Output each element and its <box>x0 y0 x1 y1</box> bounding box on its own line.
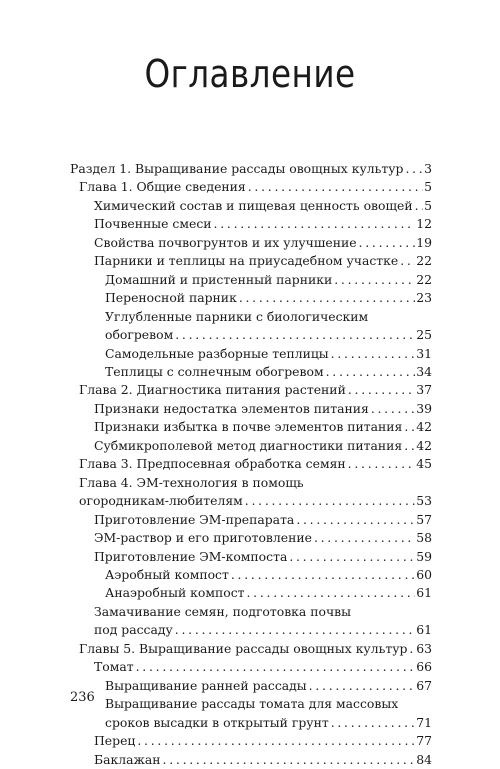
toc-entry <box>70 271 432 289</box>
toc-entry-title: Главы 5. Выращивание рассады овощных культур <box>79 640 408 656</box>
toc-entry-title: Химический состав и пищевая ценность овощей <box>94 197 413 213</box>
toc-entry-page: 71 <box>416 714 432 730</box>
toc-entry-title: Перец <box>94 733 136 749</box>
toc-entry <box>70 345 432 363</box>
toc-entry-title: Замачивание семян, подготовка почвы <box>94 603 352 619</box>
dot-leader <box>243 492 415 510</box>
toc-entry <box>70 751 432 769</box>
toc-entry <box>70 437 432 455</box>
toc-entry-title: Свойства почвогрунтов и их улучшение <box>94 234 357 250</box>
dot-leader <box>402 437 415 455</box>
dot-leader <box>245 584 416 602</box>
dot-leader <box>329 345 416 363</box>
toc-entry-title: сроков высадки в открытый грунт <box>105 714 329 730</box>
toc-entry-title: Глава 3. Предпосевная обработка семян <box>79 456 346 472</box>
toc-entry-page: 60 <box>416 566 432 582</box>
dot-leader <box>357 234 416 252</box>
toc-entry <box>70 603 432 621</box>
toc-entry-title: Почвенные смеси <box>94 216 212 232</box>
toc-entry <box>70 658 432 676</box>
toc-entry-page: 5 <box>424 179 432 195</box>
toc-entry-page: 3 <box>424 161 432 176</box>
toc-entry-page: 25 <box>416 327 432 343</box>
dot-leader <box>287 548 415 566</box>
toc-entry-page: 37 <box>416 382 432 398</box>
dot-leader <box>324 363 416 381</box>
dot-leader <box>134 658 416 676</box>
toc-entry-page: 23 <box>416 290 432 306</box>
toc-entry-page: 77 <box>416 733 432 749</box>
dot-leader <box>413 197 424 215</box>
toc-entry <box>70 252 432 270</box>
toc-entry <box>70 178 432 196</box>
toc-entry-page: 19 <box>416 234 432 250</box>
toc-entry-page: 67 <box>416 677 432 693</box>
toc-entry-page: 34 <box>416 363 432 379</box>
toc-entry-title: под рассаду <box>94 622 173 638</box>
dot-leader <box>402 418 415 436</box>
toc-entry-title: Выращивание ранней рассады <box>105 677 307 693</box>
toc-entry-title: Приготовление ЭМ-компоста <box>94 548 288 564</box>
dot-leader <box>212 215 416 233</box>
toc-entry-title: Глава 2. Диагностика питания растений <box>79 382 346 398</box>
toc-entry <box>70 548 432 566</box>
toc-entry-page: 63 <box>416 640 432 656</box>
toc-entry <box>70 400 432 418</box>
toc-entry <box>70 418 432 436</box>
dot-leader <box>398 252 415 270</box>
toc-entry <box>70 326 432 344</box>
toc-entry-page: 57 <box>416 511 432 527</box>
dot-leader <box>237 289 415 307</box>
dot-leader <box>229 566 415 584</box>
page-title: Оглавление <box>144 52 356 96</box>
dot-leader <box>329 714 416 732</box>
toc-entry-page: 61 <box>416 585 432 601</box>
toc-entry-page: 31 <box>416 345 432 361</box>
toc-entry <box>70 289 432 307</box>
toc-entry-page: 84 <box>416 751 432 767</box>
toc-entry <box>70 308 432 326</box>
toc-entry <box>70 474 432 492</box>
toc-entry-title: Аэробный компост <box>105 566 229 582</box>
toc-entry-page: 58 <box>416 530 432 546</box>
dot-leader <box>403 160 423 178</box>
toc-entry-title: огородникам-любителям <box>79 493 243 509</box>
toc-entry-title: Теплицы с солнечным обогревом <box>105 363 324 379</box>
toc-entry <box>70 621 432 639</box>
toc-entry-page: 45 <box>416 456 432 472</box>
toc-entry-title: Признаки избытка в почве элементов питания <box>94 419 403 435</box>
toc-entry <box>70 677 432 695</box>
toc-entry-page: 39 <box>416 400 432 416</box>
toc-entry-title: Парники и теплицы на приусадебном участке <box>94 253 399 269</box>
toc-entry-page: 42 <box>416 419 432 435</box>
page-number: 236 <box>70 690 95 705</box>
toc-entry-page: 59 <box>416 548 432 564</box>
toc-entry <box>70 714 432 732</box>
toc-entry-page: 61 <box>416 622 432 638</box>
toc-entry-title: Субмикрополевой метод диагностики питания <box>94 437 403 453</box>
toc-entry-title: Выращивание рассады томата для массовых <box>105 696 399 712</box>
toc-entry-page: 22 <box>416 271 432 287</box>
toc-entry-page: 5 <box>424 197 432 213</box>
toc-entry <box>70 695 432 713</box>
toc-entry-page: 22 <box>416 253 432 269</box>
toc-entry-title: Баклажан <box>94 751 161 767</box>
toc-entry <box>70 492 432 510</box>
toc-entry <box>70 640 432 658</box>
toc-entry-title: Анаэробный компост <box>105 585 245 601</box>
toc-entry-title: Самодельные разборные теплицы <box>105 345 329 361</box>
dot-leader <box>173 326 415 344</box>
toc-entry-title: Признаки недостатка элементов питания <box>94 400 369 416</box>
toc-entry-page: 42 <box>416 437 432 453</box>
toc-entry-title: Томат <box>94 659 134 675</box>
toc-entry-title: Переносной парник <box>105 290 237 306</box>
toc-entry <box>70 363 432 381</box>
dot-leader <box>161 751 416 769</box>
dot-leader <box>332 271 415 289</box>
toc-entry-title: Глава 1. Общие сведения <box>79 179 246 195</box>
dot-leader <box>369 400 415 418</box>
toc-entry-page: 66 <box>416 659 432 675</box>
dot-leader <box>294 511 415 529</box>
toc-entry-title: Домашний и пристенный парники <box>105 271 333 287</box>
toc-entry <box>70 215 432 233</box>
toc-entry-title: обогревом <box>105 327 174 343</box>
toc-entry <box>70 381 432 399</box>
toc-entry <box>70 234 432 252</box>
toc-entry-title: Приготовление ЭМ-препарата <box>94 511 295 527</box>
dot-leader <box>246 178 423 196</box>
toc-entry-title: Раздел 1. Выращивание рассады овощных культур <box>70 161 404 176</box>
dot-leader <box>346 381 415 399</box>
toc-entry <box>70 197 432 215</box>
toc-entry-title: ЭМ-раствор и его приготовление <box>94 530 312 546</box>
toc-entry-page: 12 <box>416 216 432 232</box>
toc-entry-title: Глава 4. ЭМ-технология в помощь <box>79 474 304 490</box>
toc-entry <box>70 566 432 584</box>
toc-entry <box>70 511 432 529</box>
toc-entry <box>70 584 432 602</box>
dot-leader <box>173 621 415 639</box>
table-of-contents <box>70 160 432 769</box>
dot-leader <box>307 677 416 695</box>
dot-leader <box>407 640 415 658</box>
dot-leader <box>312 529 415 547</box>
toc-entry-title: Углубленные парники с биологическим <box>105 308 369 324</box>
toc-entry <box>70 455 432 473</box>
toc-entry <box>70 529 432 547</box>
dot-leader <box>346 455 416 473</box>
toc-entry-page: 53 <box>416 493 432 509</box>
toc-entry <box>70 160 432 178</box>
